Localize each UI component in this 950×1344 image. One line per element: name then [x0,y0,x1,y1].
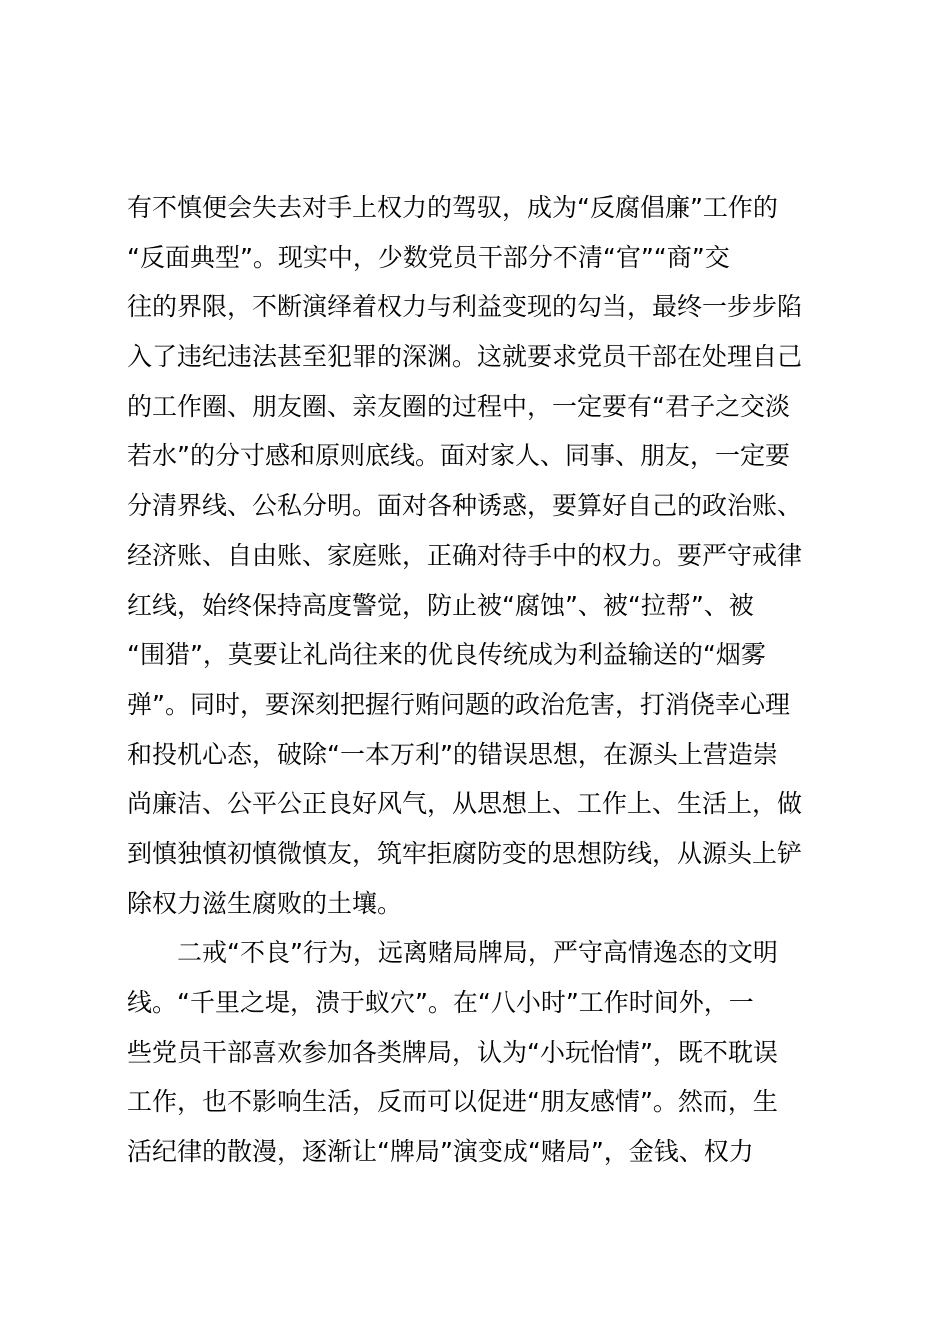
text-line: 红线，始终保持高度警觉，防止被“腐蚀”、被“拉帮”、被 [127,590,754,620]
text-line: “反面典型”。现实中，少数党员干部分不清“官”“商”交 [127,242,730,272]
text-line: 工作，也不影响生活，反而可以促进“朋友感情”。然而，生 [127,1087,778,1117]
text-line: 分清界线、公私分明。面对各种诱惑，要算好自己的政治账、 [127,491,803,521]
text-line: 到慎独慎初慎微慎友，筑牢拒腐防变的思想防线，从源头上铲 [127,838,803,868]
text-line: 往的界限，不断演绎着权力与利益变现的勾当，最终一步步陷 [127,292,803,322]
text-line: 些党员干部喜欢参加各类牌局，认为“小玩怡情”，既不耽误 [127,1037,778,1067]
text-line: 弹”。同时，要深刻把握行贿问题的政治危害，打消侥幸心理 [127,689,790,719]
text-line: 活纪律的散漫，逐渐让“牌局”演变成“赌局”，金钱、权力 [127,1137,754,1167]
text-line: 的工作圈、朋友圈、亲友圈的过程中，一定要有“君子之交淡 [127,391,790,421]
text-line: 有不慎便会失去对手上权力的驾驭，成为“反腐倡廉”工作的 [127,193,778,222]
text-line: 尚廉洁、公平公正良好风气，从思想上、工作上、生活上，做 [127,789,803,819]
text-line: 和投机心态，破除“一本万利”的错误思想，在源头上营造崇 [127,739,778,769]
text-line: 除权力滋生腐败的土壤。 [127,888,403,918]
text-line: “围猎”，莫要让礼尚往来的优良传统成为利益输送的“烟雾 [127,640,766,670]
text-line: 线。“千里之堤，溃于蚁穴”。在“八小时”工作时间外，一 [127,988,754,1017]
text-line: 经济账、自由账、家庭账，正确对待手中的权力。要严守戒律 [127,540,803,570]
text-line: 若水”的分寸感和原则底线。面对家人、同事、朋友，一定要 [127,441,790,471]
text-line: 二戒“不良”行为，远离赌局牌局，严守高情逸态的文明 [127,938,778,968]
text-line: 入了违纪违法甚至犯罪的深渊。这就要求党员干部在处理自己 [127,342,803,372]
body-text [127,183,837,1177]
